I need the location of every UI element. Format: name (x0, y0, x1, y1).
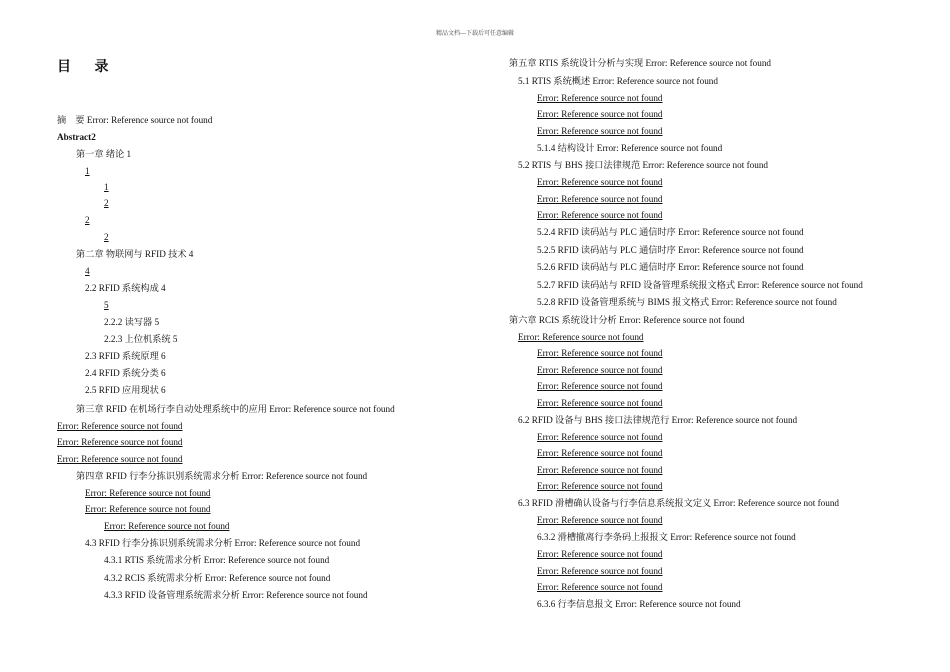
right-toc-entry: 第五章 RTIS 系统设计分析与实现 Error: Reference source not found (509, 58, 772, 68)
toc-title: 目 录 (57, 60, 119, 75)
left-toc-entry: 4.3.2 RCIS 系统需求分析 Error: Reference source not found (104, 573, 331, 583)
left-toc-link[interactable]: Error: Reference source not found (85, 488, 211, 498)
right-toc-link[interactable]: Error: Reference source not found (537, 549, 663, 559)
right-toc-entry: 6.3 RFID 滑槽确认设备与行李信息系统报文定义 Error: Reference source not found (518, 498, 840, 508)
right-toc-link[interactable]: Error: Reference source not found (537, 465, 663, 475)
left-toc-entry: 2.5 RFID 应用现状 6 (85, 385, 166, 395)
left-toc-link[interactable]: 5 (104, 300, 109, 310)
left-toc-entry: 2.2 RFID 系统构成 4 (85, 283, 166, 293)
right-toc-link[interactable]: Error: Reference source not found (537, 432, 663, 442)
left-toc-entry: 4.3.1 RTIS 系统需求分析 Error: Reference source not found (104, 555, 330, 565)
right-toc-link[interactable]: Error: Reference source not found (518, 332, 644, 342)
right-toc-entry: 5.2.7 RFID 读码站与 RFID 设备管理系统报文格式 Error: Reference source not found (537, 280, 863, 290)
right-toc-entry: 6.3.2 滑槽撤离行李条码上报报文 Error: Reference source not found (537, 532, 796, 542)
left-toc-link[interactable]: 1 (85, 166, 90, 176)
left-toc-entry: 2.4 RFID 系统分类 6 (85, 368, 166, 378)
left-toc-entry: Abstract2 (57, 132, 96, 142)
left-toc-entry: 2.2.2 读写器 5 (104, 317, 160, 327)
left-toc-entry: 4.3 RFID 行李分拣识别系统需求分析 Error: Reference source not found (85, 538, 361, 548)
left-toc-link[interactable]: Error: Reference source not found (57, 454, 183, 464)
left-toc-link[interactable]: Error: Reference source not found (57, 437, 183, 447)
right-toc-link[interactable]: Error: Reference source not found (537, 448, 663, 458)
right-toc-entry: 6.3.6 行李信息报文 Error: Reference source not found (537, 599, 741, 609)
left-toc-link[interactable]: 2 (104, 232, 109, 242)
left-toc-entry: 摘 要 Error: Reference source not found (57, 115, 213, 125)
right-toc-link[interactable]: Error: Reference source not found (537, 348, 663, 358)
left-toc-entry: 2.2.3 上位机系统 5 (104, 334, 178, 344)
right-toc-entry: 6.2 RFID 设备与 BHS 接口法律规范行 Error: Reference source not found (518, 415, 798, 425)
left-toc-link[interactable]: Error: Reference source not found (85, 504, 211, 514)
right-toc-entry: 第六章 RCIS 系统设计分析 Error: Reference source not found (509, 315, 745, 325)
right-toc-entry: 5.1 RTIS 系统概述 Error: Reference source not found (518, 76, 718, 86)
right-toc-entry: 5.2.6 RFID 读码站与 PLC 通信时序 Error: Reference source not found (537, 262, 804, 272)
right-toc-link[interactable]: Error: Reference source not found (537, 365, 663, 375)
right-toc-link[interactable]: Error: Reference source not found (537, 398, 663, 408)
right-toc-link[interactable]: Error: Reference source not found (537, 109, 663, 119)
left-toc-link[interactable]: Error: Reference source not found (104, 521, 230, 531)
right-toc-link[interactable]: Error: Reference source not found (537, 93, 663, 103)
left-toc-link[interactable]: Error: Reference source not found (57, 421, 183, 431)
right-toc-entry: 5.2.5 RFID 读码站与 PLC 通信时序 Error: Reference source not found (537, 245, 804, 255)
left-toc-entry: 第二章 物联网与 RFID 技术 4 (76, 249, 194, 259)
page-header: 精品文档---下载后可任意编辑 (436, 31, 514, 37)
right-toc-entry: 5.2.4 RFID 读码站与 PLC 通信时序 Error: Reference source not found (537, 227, 804, 237)
left-toc-link[interactable]: 1 (104, 182, 109, 192)
right-toc-link[interactable]: Error: Reference source not found (537, 566, 663, 576)
right-toc-link[interactable]: Error: Reference source not found (537, 381, 663, 391)
left-toc-link[interactable]: 4 (85, 266, 90, 276)
left-toc-link[interactable]: 2 (104, 198, 109, 208)
right-toc-link[interactable]: Error: Reference source not found (537, 194, 663, 204)
left-toc-entry: 第三章 RFID 在机场行李自动处理系统中的应用 Error: Reference source not found (76, 404, 395, 414)
right-toc-link[interactable]: Error: Reference source not found (537, 481, 663, 491)
right-toc-link[interactable]: Error: Reference source not found (537, 582, 663, 592)
right-toc-entry: 5.2 RTIS 与 BHS 接口法律规范 Error: Reference source not found (518, 160, 769, 170)
left-toc-entry: 2.3 RFID 系统原理 6 (85, 351, 166, 361)
right-toc-link[interactable]: Error: Reference source not found (537, 126, 663, 136)
left-toc-entry: 4.3.3 RFID 设备管理系统需求分析 Error: Reference source not found (104, 590, 368, 600)
right-toc-entry: 5.1.4 结构设计 Error: Reference source not found (537, 143, 723, 153)
left-toc-link[interactable]: 2 (85, 215, 90, 225)
right-toc-entry: 5.2.8 RFID 设备管理系统与 BIMS 报文格式 Error: Reference source not found (537, 297, 837, 307)
right-toc-link[interactable]: Error: Reference source not found (537, 177, 663, 187)
left-toc-entry: 第一章 绪论 1 (76, 149, 132, 159)
left-toc-entry: 第四章 RFID 行李分拣识别系统需求分析 Error: Reference source not found (76, 471, 368, 481)
right-toc-link[interactable]: Error: Reference source not found (537, 515, 663, 525)
right-toc-link[interactable]: Error: Reference source not found (537, 210, 663, 220)
